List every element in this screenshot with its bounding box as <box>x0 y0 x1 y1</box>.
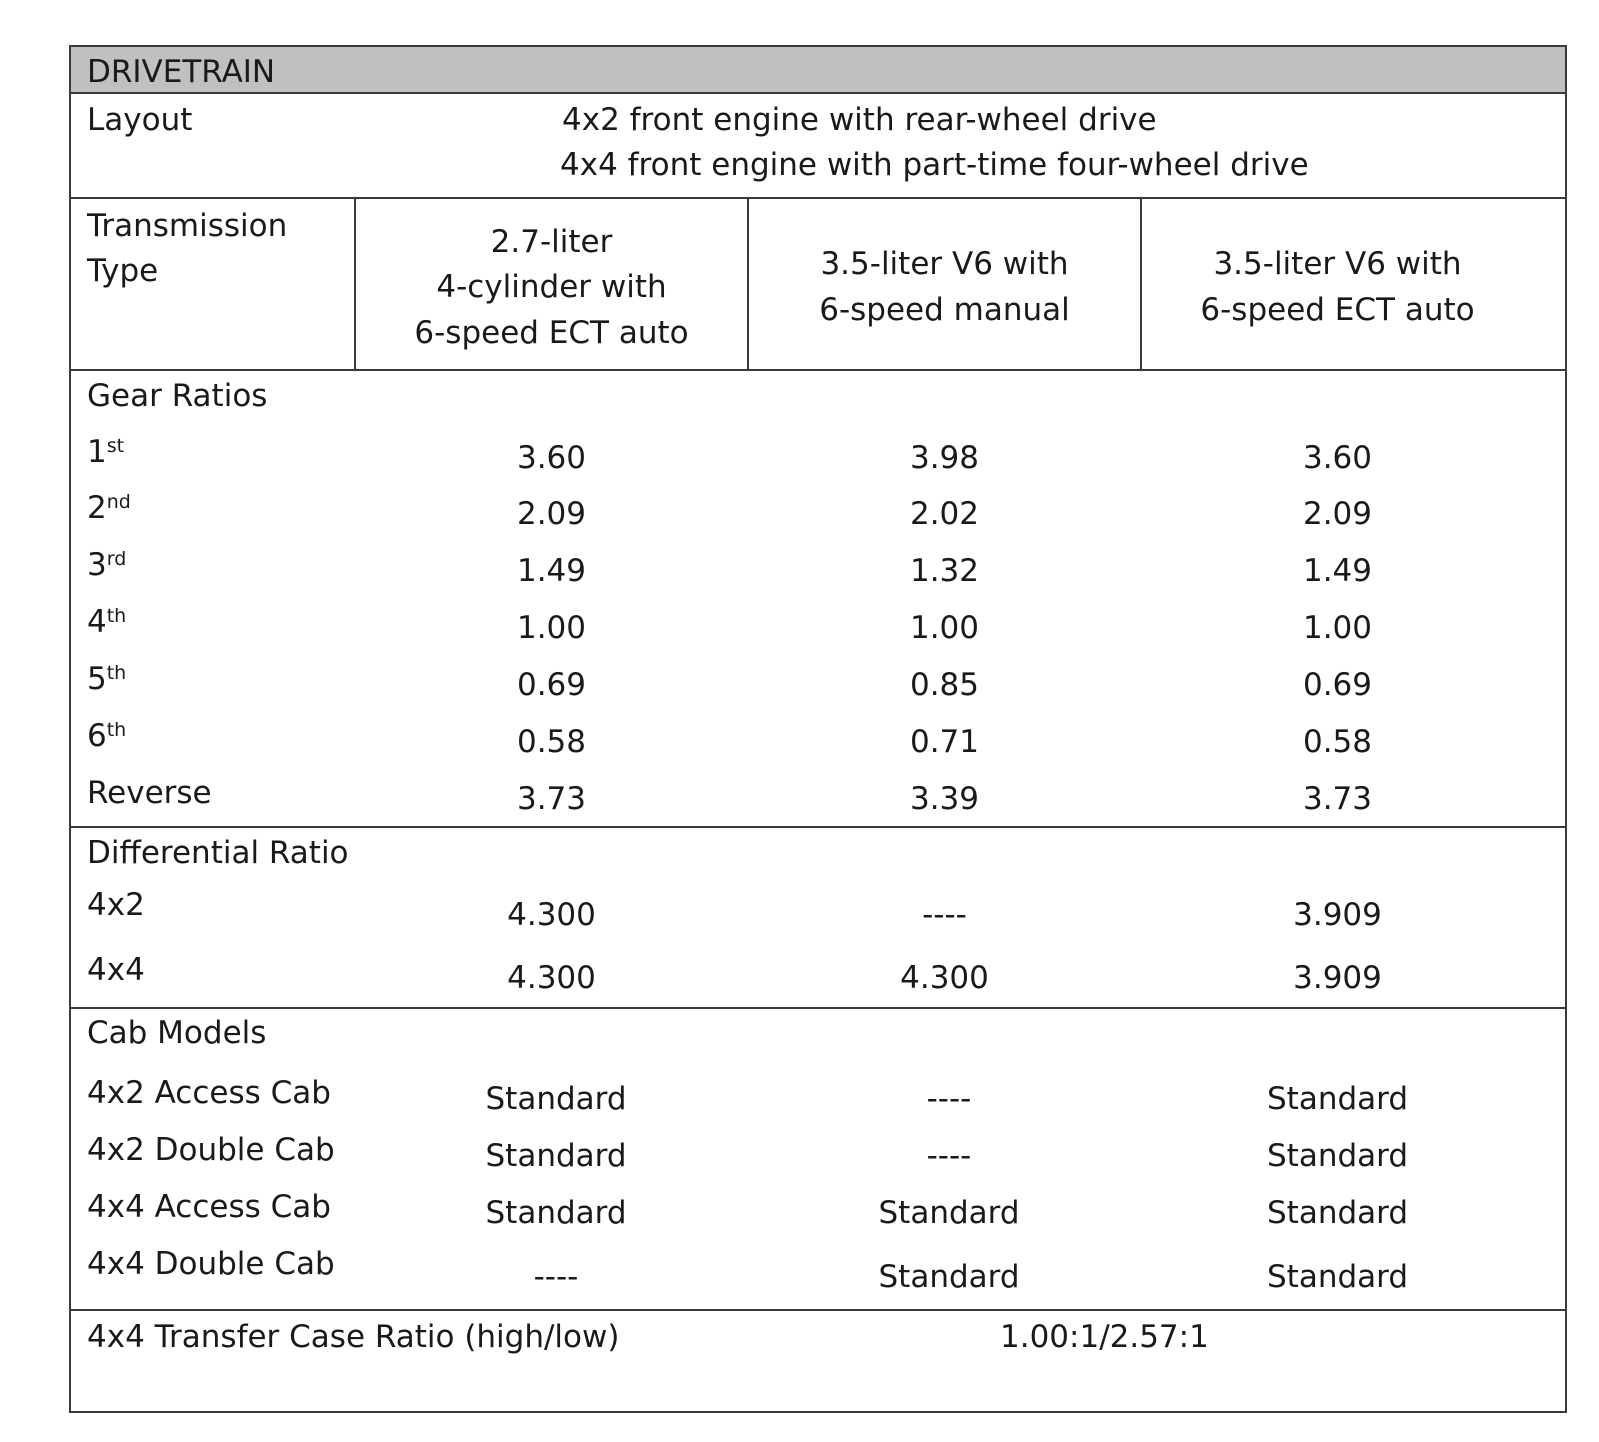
gear-5th-col2: 0.85 <box>909 667 980 703</box>
drivetrain-table <box>69 45 1567 1413</box>
gear-reverse-col2: 3.39 <box>909 781 980 817</box>
cab-4x2-access-col2: ---- <box>926 1081 972 1117</box>
gear-6th-col2: 0.71 <box>909 724 980 760</box>
layout-line-2: 4x4 front engine with part-time four-wheel drive <box>560 147 1309 183</box>
cab-label-4x4-double: 4x4 Double Cab <box>87 1246 335 1282</box>
diff-label-4x2: 4x2 <box>87 887 145 923</box>
gear-4th-col3: 1.00 <box>1302 610 1373 646</box>
gear-label-5th: 5th <box>87 661 127 697</box>
cab-4x4-access-col2: Standard <box>878 1195 1020 1231</box>
diff-4x4-col1: 4.300 <box>507 960 596 996</box>
gear-reverse-col1: 3.73 <box>516 781 587 817</box>
diff-4x2-col2: ---- <box>922 897 967 933</box>
cab-4x2-access-col1: Standard <box>485 1081 627 1117</box>
cab-4x2-access-col3: Standard <box>1266 1081 1409 1117</box>
gear-label-4th: 4th <box>87 604 127 640</box>
gear-reverse-col3: 3.73 <box>1302 781 1373 817</box>
cab-4x4-double-col1: ---- <box>533 1259 579 1295</box>
cab-4x2-double-col1: Standard <box>485 1138 627 1174</box>
gear-4th-col2: 1.00 <box>909 610 980 646</box>
gear-1st-col2: 3.98 <box>909 440 980 476</box>
cab-label-4x2-double: 4x2 Double Cab <box>87 1132 335 1168</box>
layout-line-1: 4x2 front engine with rear-wheel drive <box>562 102 1157 138</box>
gear-1st-col1: 3.60 <box>516 440 587 476</box>
trans-col1-line2: 4-cylinder with <box>436 269 667 305</box>
diff-4x4-col2: 4.300 <box>900 960 989 996</box>
divider-layout <box>71 197 1565 199</box>
transmission-label-1: Transmission <box>87 208 288 244</box>
diff-4x2-col3: 3.909 <box>1293 897 1382 933</box>
divider-cab-models <box>71 1309 1565 1311</box>
cab-4x4-double-col2: Standard <box>878 1259 1020 1295</box>
cab-label-4x4-access: 4x4 Access Cab <box>87 1189 331 1225</box>
divider-transmission <box>71 369 1565 371</box>
cab-4x4-access-col1: Standard <box>485 1195 627 1231</box>
gear-label-2nd: 2nd <box>87 490 131 526</box>
cab-4x2-double-col3: Standard <box>1266 1138 1409 1174</box>
gear-6th-col1: 0.58 <box>516 724 587 760</box>
cab-4x2-double-col2: ---- <box>926 1138 972 1174</box>
gear-label-3rd: 3rd <box>87 547 127 583</box>
gear-label-6th: 6th <box>87 718 127 754</box>
gear-3rd-col1: 1.49 <box>516 553 587 589</box>
divider-differential <box>71 1007 1565 1009</box>
gear-label-reverse: Reverse <box>87 775 212 811</box>
layout-label: Layout <box>87 102 193 138</box>
cab-models-title: Cab Models <box>87 1015 267 1051</box>
cab-label-4x2-access: 4x2 Access Cab <box>87 1075 331 1111</box>
gear-ratios-title: Gear Ratios <box>87 378 268 414</box>
diff-4x4-col3: 3.909 <box>1293 960 1382 996</box>
cab-4x4-double-col3: Standard <box>1266 1259 1409 1295</box>
trans-col2-line2: 6-speed manual <box>819 292 1070 328</box>
gear-5th-col3: 0.69 <box>1302 667 1373 703</box>
diff-label-4x4: 4x4 <box>87 952 145 988</box>
divider-gear-ratios <box>71 826 1565 828</box>
transfer-case-label: 4x4 Transfer Case Ratio (high/low) <box>87 1319 620 1355</box>
section-title: DRIVETRAIN <box>87 54 276 90</box>
trans-col1-line1: 2.7-liter <box>490 224 613 260</box>
gear-label-1st: 1st <box>87 434 125 470</box>
diff-4x2-col1: 4.300 <box>507 897 596 933</box>
gear-4th-col1: 1.00 <box>516 610 587 646</box>
transmission-label-2: Type <box>87 253 159 289</box>
trans-col2-line1: 3.5-liter V6 with <box>820 246 1069 282</box>
section-header <box>71 47 1565 94</box>
trans-col3-line1: 3.5-liter V6 with <box>1213 246 1462 282</box>
trans-col1-line3: 6-speed ECT auto <box>414 315 689 351</box>
gear-6th-col3: 0.58 <box>1302 724 1373 760</box>
gear-3rd-col3: 1.49 <box>1302 553 1373 589</box>
trans-col3-line2: 6-speed ECT auto <box>1200 292 1475 328</box>
gear-2nd-col3: 2.09 <box>1302 496 1373 532</box>
gear-2nd-col1: 2.09 <box>516 496 587 532</box>
gear-1st-col3: 3.60 <box>1302 440 1373 476</box>
cab-4x4-access-col3: Standard <box>1266 1195 1409 1231</box>
gear-3rd-col2: 1.32 <box>909 553 980 589</box>
transfer-case-value: 1.00:1/2.57:1 <box>1000 1319 1209 1355</box>
differential-title: Differential Ratio <box>87 835 349 871</box>
gear-5th-col1: 0.69 <box>516 667 587 703</box>
gear-2nd-col2: 2.02 <box>909 496 980 532</box>
